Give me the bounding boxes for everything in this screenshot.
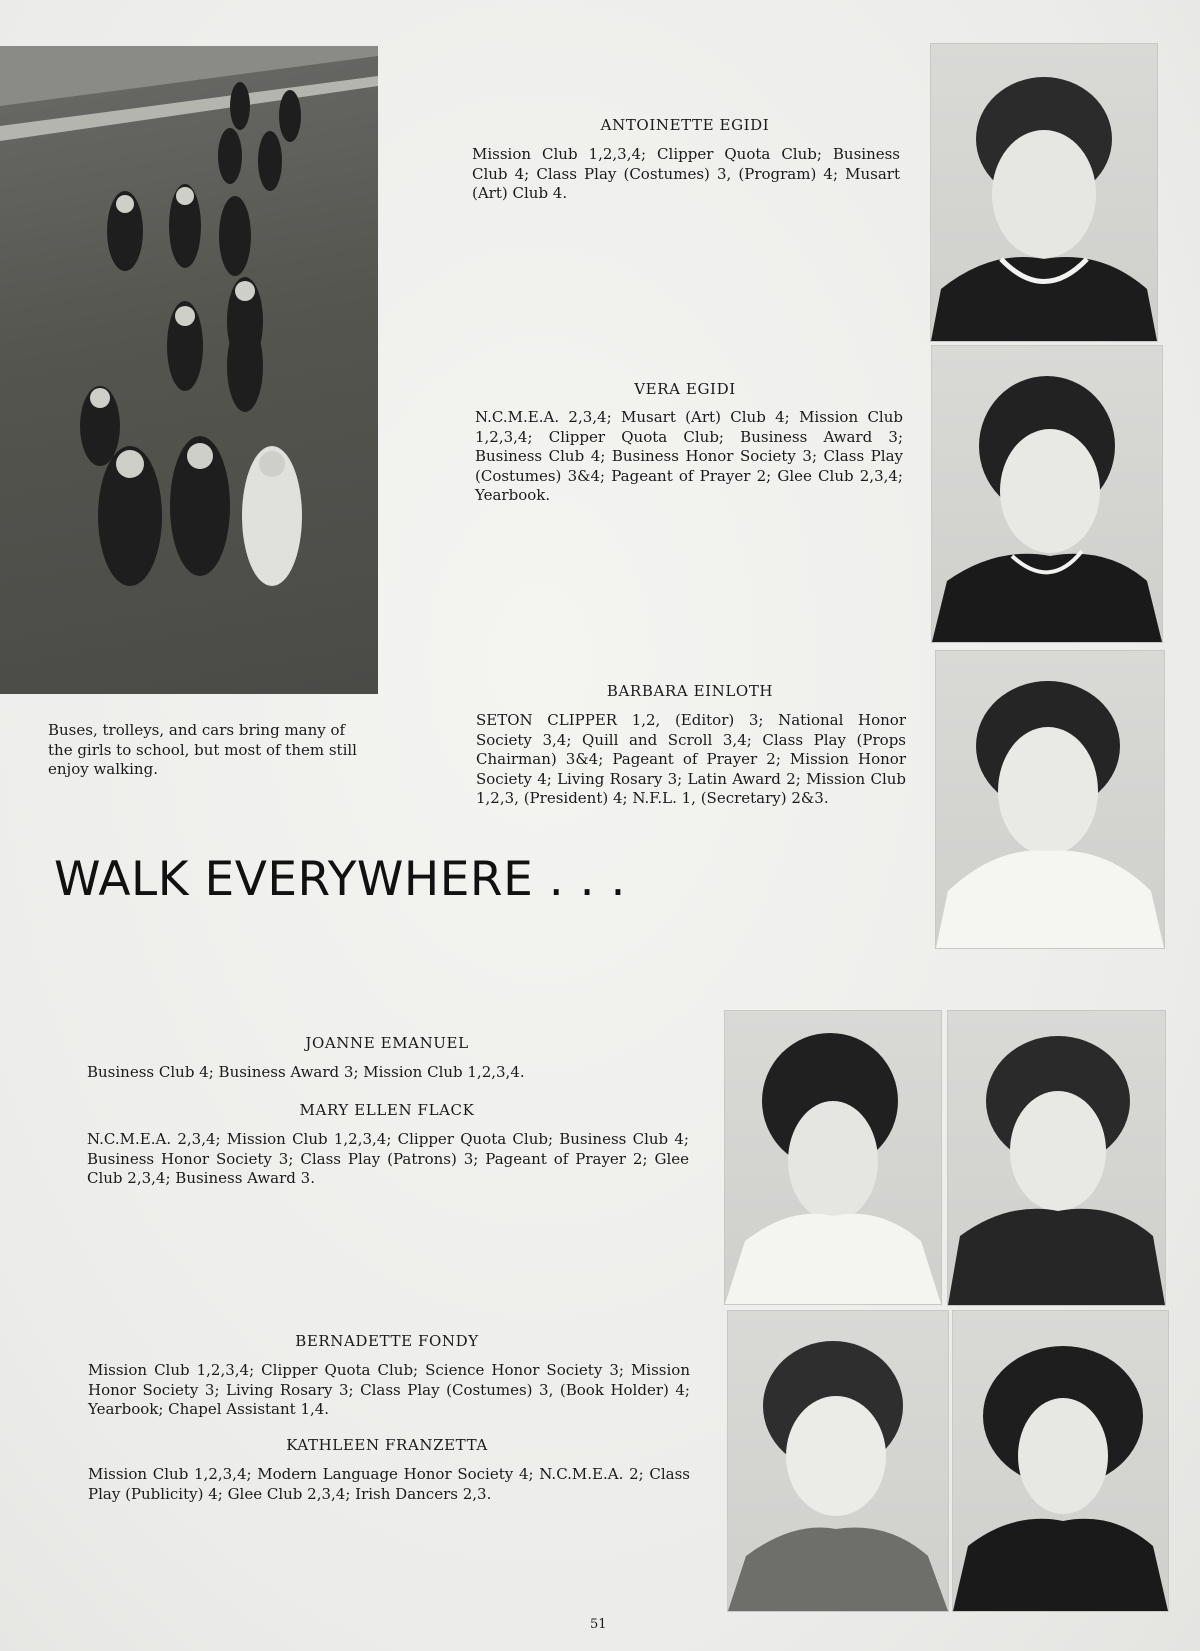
photo-caption: Buses, trolleys, and cars bring many of the girls to school, but most of them still enjoy walking. — [48, 721, 357, 778]
senior-name: ANTOINETTE EGIDI — [600, 116, 770, 134]
portrait-silhouette — [953, 1311, 1168, 1611]
portrait-silhouette — [725, 1011, 941, 1304]
portrait-silhouette — [931, 44, 1157, 341]
portrait-bernadette-fondy — [727, 1310, 949, 1612]
portrait-barbara-einloth — [935, 650, 1165, 949]
portrait-kathleen-franzetta — [952, 1310, 1169, 1612]
portrait-silhouette — [932, 346, 1162, 642]
portrait-silhouette — [948, 1011, 1165, 1305]
senior-activities: N.C.M.E.A. 2,3,4; Musart (Art) Club 4; Mission Club 1,2,3,4; Clipper Quota Club; Business Award 3; Business Club 4; Business Honor Society 3; Class Play (Costumes) 3&4; Pageant of Prayer 2; Glee Club 2,3,4; Yearbook. — [475, 408, 903, 504]
group-walking-photo — [0, 46, 378, 694]
senior-name: VERA EGIDI — [634, 380, 736, 398]
senior-name: BARBARA EINLOTH — [606, 682, 774, 700]
portrait-joanne-emanuel — [724, 1010, 942, 1305]
portrait-silhouette — [936, 651, 1164, 948]
portrait-antoinette-egidi — [930, 43, 1158, 342]
senior-activities: Business Club 4; Business Award 3; Mission Club 1,2,3,4. — [87, 1063, 525, 1081]
page-number: 51 — [590, 1617, 607, 1632]
senior-name: KATHLEEN FRANZETTA — [286, 1436, 488, 1454]
senior-activities: Mission Club 1,2,3,4; Clipper Quota Club; Science Honor Society 3; Mission Honor Society 3; Living Rosary 3; Class Play (Costumes) 3, (Book Holder) 4; Yearbook; Chapel Assistant 1,4. — [88, 1361, 690, 1418]
portrait-silhouette — [728, 1311, 948, 1611]
senior-name: BERNADETTE FONDY — [295, 1332, 479, 1350]
senior-name: JOANNE EMANUEL — [305, 1034, 469, 1052]
senior-activities: Mission Club 1,2,3,4; Clipper Quota Club; Business Club 4; Class Play (Costumes) 3, (Program) 4; Musart (Art) Club 4. — [472, 145, 900, 202]
senior-activities: SETON CLIPPER 1,2, (Editor) 3; National Honor Society 3,4; Quill and Scroll 3,4; Class Play (Props Chairman) 3&4; Pageant of Prayer 2; Mission Honor Society 4; Living Rosary 3; Latin Award 2; Mission Club 1,2,3, (President) 4; N.F.L. 1, (Secretary) 2&3. — [476, 711, 906, 807]
portrait-mary-ellen-flack — [947, 1010, 1166, 1306]
senior-activities: N.C.M.E.A. 2,3,4; Mission Club 1,2,3,4; Clipper Quota Club; Business Club 4; Business Honor Society 3; Class Play (Patrons) 3; Pageant of Prayer 2; Glee Club 2,3,4; Business Award 3. — [87, 1130, 689, 1187]
page-heading: WALK EVERYWHERE . . . — [54, 852, 626, 907]
portrait-vera-egidi — [931, 345, 1163, 643]
walking-girls-illustration — [0, 46, 378, 694]
senior-name: MARY ELLEN FLACK — [299, 1101, 475, 1119]
senior-activities: Mission Club 1,2,3,4; Modern Language Honor Society 4; N.C.M.E.A. 2; Class Play (Publicity) 4; Glee Club 2,3,4; Irish Dancers 2,3. — [88, 1465, 690, 1503]
